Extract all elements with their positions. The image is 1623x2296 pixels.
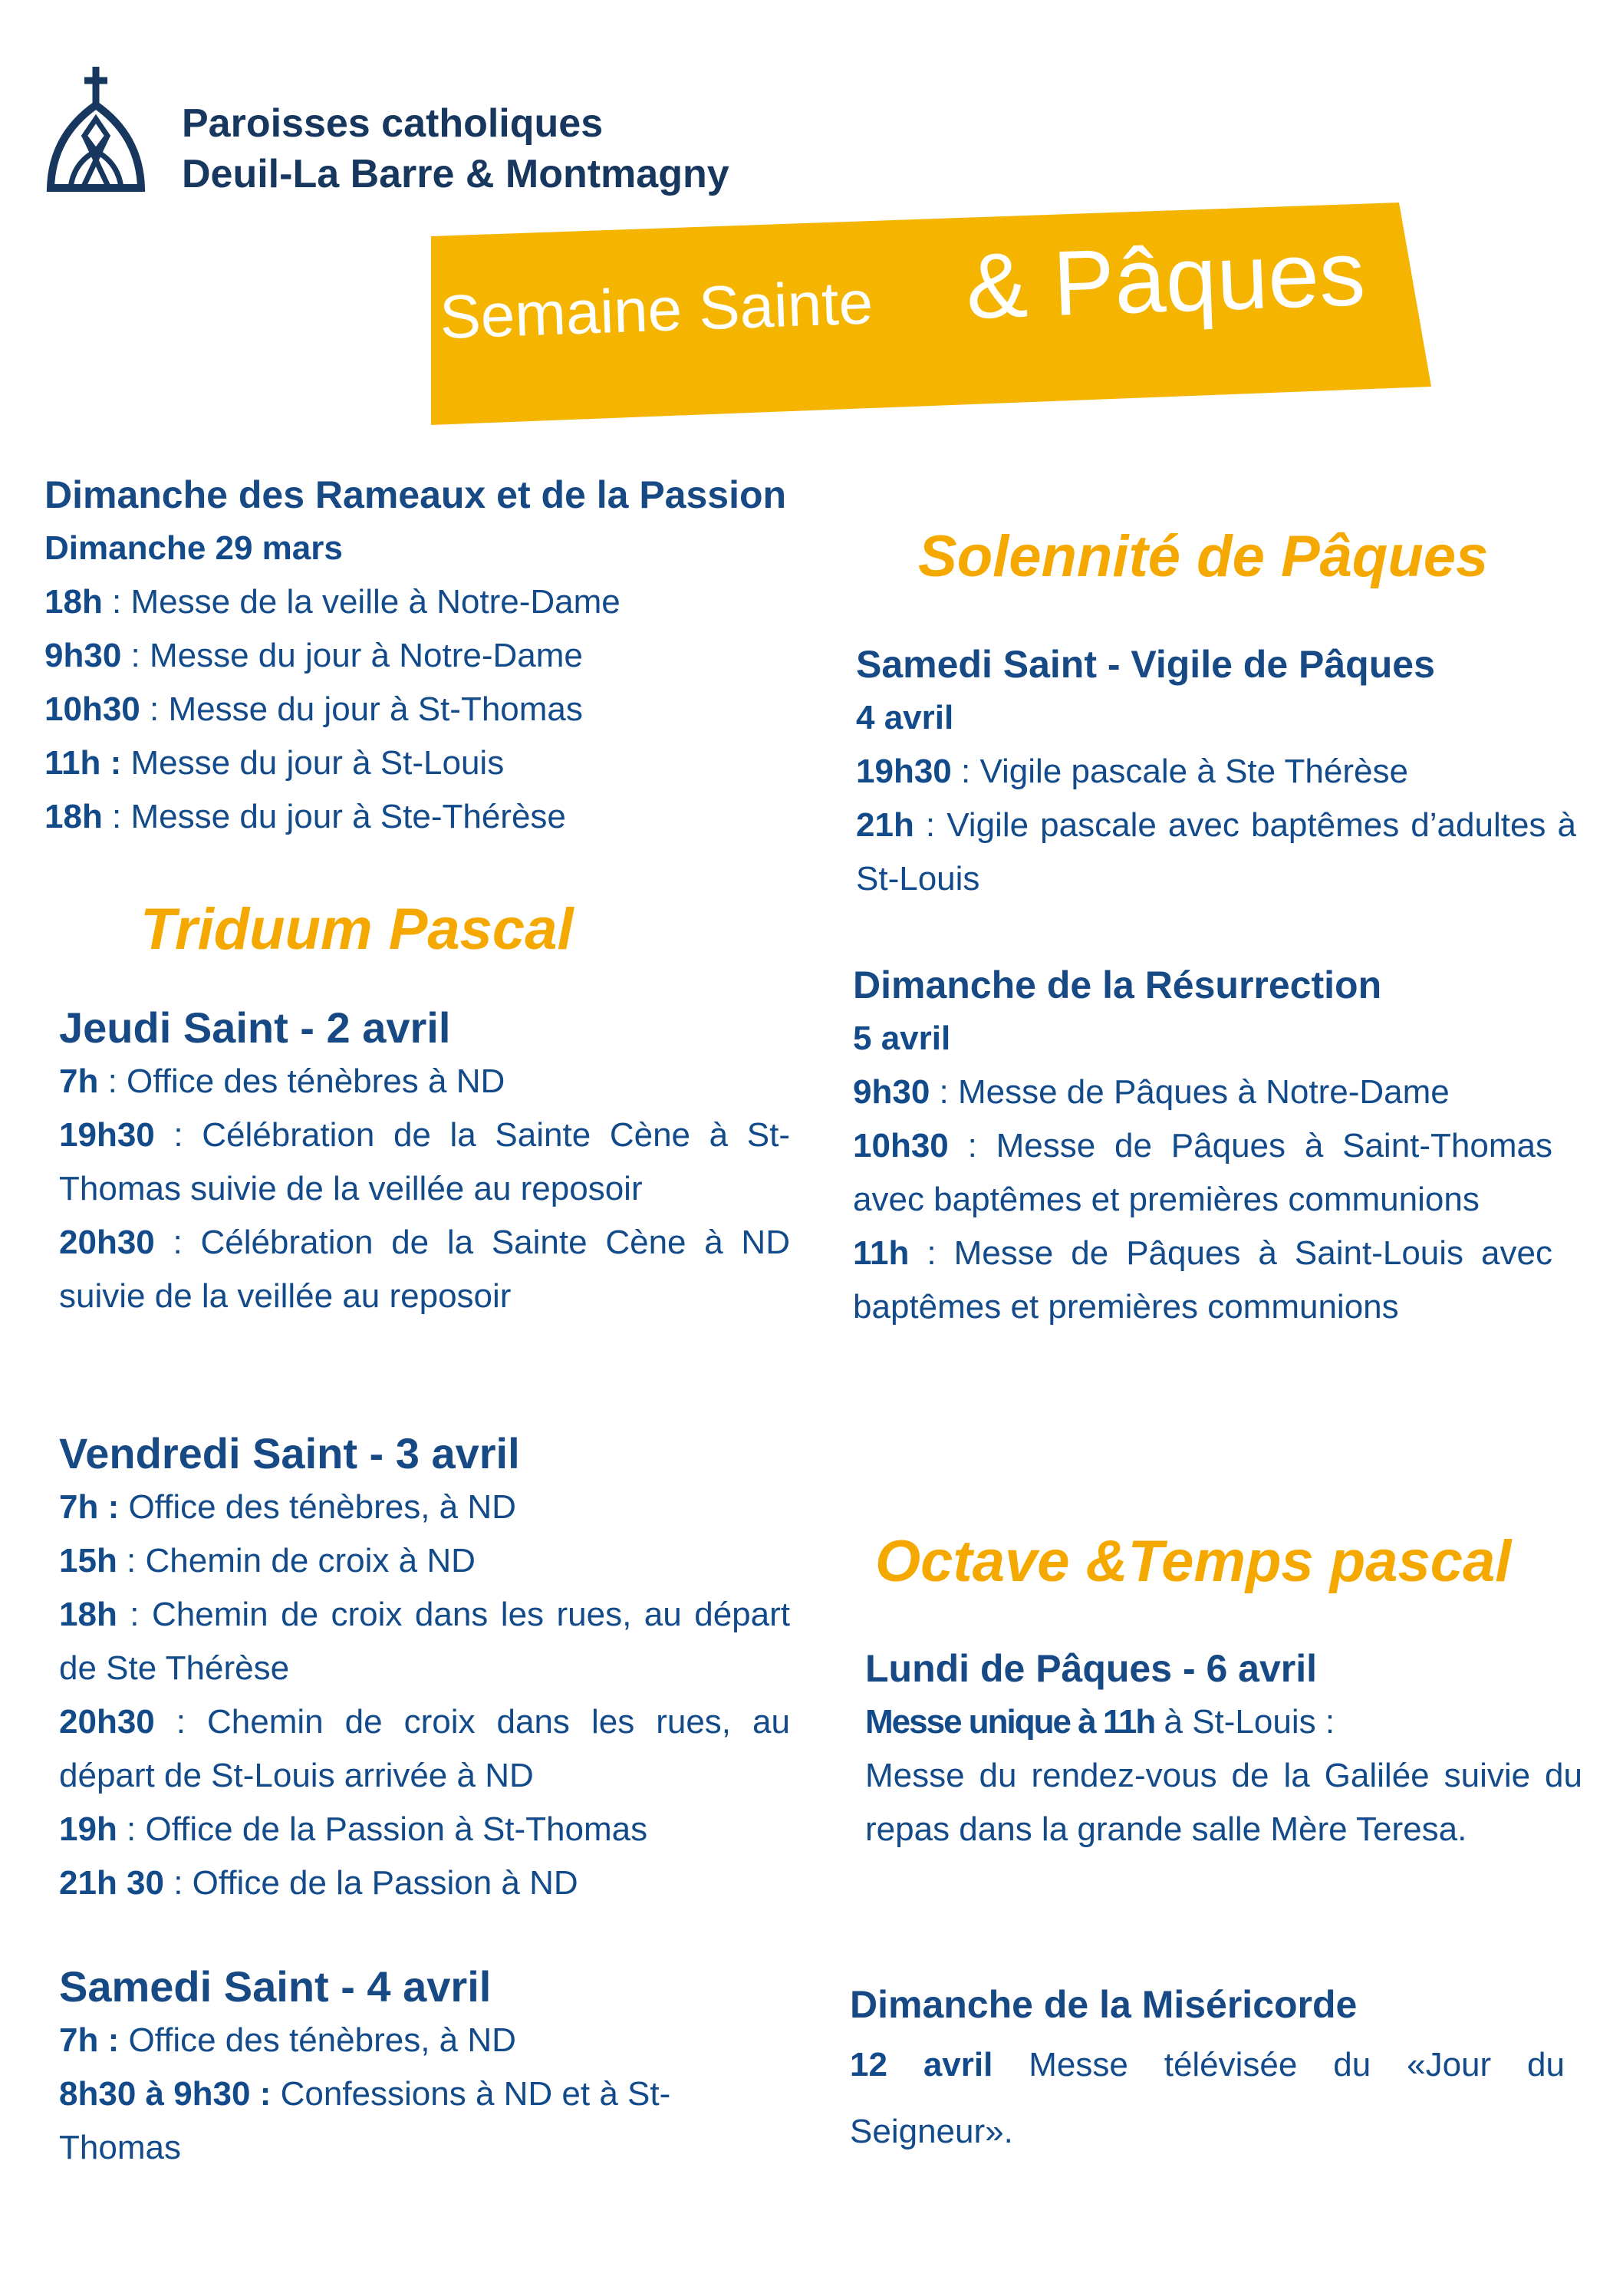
section-lundi-paques (865, 1642, 1582, 1856)
item-text: : Messe de la veille à Notre-Dame (102, 583, 621, 621)
item-text: Messe télévisée du «Jour du Seigneur». (850, 2046, 1565, 2150)
item-text: Office des ténèbres, à ND (119, 2021, 516, 2059)
schedule-item (59, 1055, 790, 1108)
item-text: : Messe du jour à Ste-Thérèse (102, 798, 566, 835)
schedule-item (44, 629, 850, 683)
item-text: : Célébration de la Sainte Cène à St-Thomas suivie de la veillée au reposoir (59, 1116, 790, 1207)
schedule-item (59, 1588, 790, 1695)
org-line-2: Deuil-La Barre & Montmagny (182, 152, 729, 196)
section-jeudi-saint (59, 1001, 790, 1323)
item-text: : Messe du jour à Notre-Dame (121, 637, 583, 674)
item-text: Office des ténèbres, à ND (119, 1488, 516, 1526)
item-text: : Chemin de croix dans les rues, au départ de Ste Thérèse (59, 1596, 790, 1687)
heading-triduum: Triduum Pascal (140, 897, 574, 962)
heading-octave: Octave &Temps pascal (875, 1529, 1512, 1594)
section-date: Dimanche 29 mars (44, 529, 343, 567)
item-text: : Célébration de la Sainte Cène à ND suivie de la veillée au reposoir (59, 1224, 790, 1315)
section-date: 5 avril (853, 1020, 951, 1057)
item-time: 11h (853, 1234, 910, 1272)
schedule-item (44, 736, 850, 790)
item-time: 7h : (59, 2021, 120, 2059)
item-time: 21h (856, 806, 914, 844)
schedule-item (853, 1119, 1552, 1227)
schedule-item (59, 2067, 790, 2175)
schedule-item (59, 1803, 790, 1856)
item-text: : Messe de Pâques à Saint-Louis avec baptêmes et premières communions (853, 1234, 1552, 1326)
item-text: : Vigile pascale avec baptêmes d’adultes à St-Louis (856, 806, 1576, 898)
section-title: Samedi Saint - Vigile de Pâques (856, 643, 1435, 686)
schedule-item (44, 575, 850, 629)
schedule-item (856, 745, 1576, 799)
item-time: 18h (44, 583, 103, 621)
title-banner (0, 0, 1623, 460)
item-time: 15h (59, 1542, 117, 1580)
org-line-1: Paroisses catholiques (182, 101, 604, 146)
item-text: : Chemin de croix dans les rues, au départ de St-Louis arrivée à ND (59, 1703, 790, 1794)
section-title: Lundi de Pâques - 6 avril (865, 1647, 1318, 1690)
item-text: : Vigile pascale à Ste Thérèse (951, 753, 1408, 790)
item-text: : Office de la Passion à ND (163, 1864, 578, 1902)
schedule-item (850, 2031, 1565, 2165)
schedule-item (59, 1216, 790, 1323)
item-time: 21h 30 (59, 1864, 164, 1902)
item-text: Messe du rendez-vous de la Galilée suivie du repas dans la grande salle Mère Teresa. (865, 1757, 1582, 1848)
item-text: : Office des ténèbres à ND (98, 1062, 505, 1100)
item-time: 8h30 à 9h30 : (59, 2075, 272, 2113)
item-time: 7h : (59, 1488, 120, 1526)
subtitle-bold: Messe unique à 11h (865, 1703, 1155, 1741)
item-time: 10h30 (853, 1127, 949, 1164)
section-samedi-saint (59, 1960, 790, 2175)
section-vigile-paques (856, 637, 1576, 906)
item-time: 7h (59, 1062, 99, 1100)
schedule-item (59, 1108, 790, 1216)
section-rameaux (44, 468, 850, 844)
section-misericorde (850, 1978, 1565, 2165)
item-text: : Chemin de croix à ND (117, 1542, 476, 1580)
schedule-item (856, 799, 1576, 906)
section-title: Vendredi Saint - 3 avril (59, 1429, 520, 1477)
schedule-item (865, 1749, 1582, 1856)
schedule-item (59, 1481, 790, 1534)
schedule-item (853, 1066, 1552, 1119)
item-time: 19h30 (856, 753, 952, 790)
item-text: Messe du jour à St-Louis (121, 744, 505, 782)
item-time: 20h30 (59, 1224, 155, 1261)
schedule-item (44, 683, 850, 736)
banner-title-part1: Semaine Sainte (438, 268, 874, 352)
item-time: 19h (59, 1810, 117, 1848)
schedule-item (59, 1856, 790, 1910)
item-text: : Messe de Pâques à Notre-Dame (930, 1073, 1450, 1111)
section-resurrection (853, 958, 1552, 1334)
section-title: Dimanche de la Résurrection (853, 964, 1382, 1006)
section-title: Dimanche de la Miséricorde (850, 1983, 1358, 2026)
item-text: : Office de la Passion à St-Thomas (117, 1810, 648, 1848)
item-text: : Messe de Pâques à Saint-Thomas avec baptêmes et premières communions (853, 1127, 1552, 1218)
schedule-item (853, 1227, 1552, 1334)
heading-solennite: Solennité de Pâques (918, 524, 1489, 589)
schedule-item (59, 1695, 790, 1803)
section-vendredi-saint (59, 1427, 790, 1910)
section-title: Samedi Saint - 4 avril (59, 1962, 492, 2011)
banner-title-part2: & Pâques (964, 221, 1367, 339)
item-time: 11h : (44, 744, 122, 782)
item-time: 18h (44, 798, 103, 835)
item-time: 18h (59, 1596, 117, 1633)
item-text: : Messe du jour à St-Thomas (140, 690, 583, 728)
subtitle-text: à St-Louis : (1154, 1703, 1335, 1741)
schedule-item (44, 790, 850, 844)
item-time: 19h30 (59, 1116, 155, 1154)
item-text: Confessions à ND et à St-Thomas (59, 2075, 671, 2166)
schedule-item (59, 2014, 790, 2067)
section-date: 4 avril (856, 699, 954, 736)
section-subtitle (865, 1695, 1582, 1749)
item-time: 9h30 (853, 1073, 930, 1111)
item-time: 10h30 (44, 690, 140, 728)
schedule-item (59, 1534, 790, 1588)
item-time: 9h30 (44, 637, 122, 674)
section-title: Jeudi Saint - 2 avril (59, 1003, 451, 1052)
item-time: 20h30 (59, 1703, 155, 1741)
section-title: Dimanche des Rameaux et de la Passion (44, 473, 787, 516)
item-time: 12 avril (850, 2046, 993, 2084)
